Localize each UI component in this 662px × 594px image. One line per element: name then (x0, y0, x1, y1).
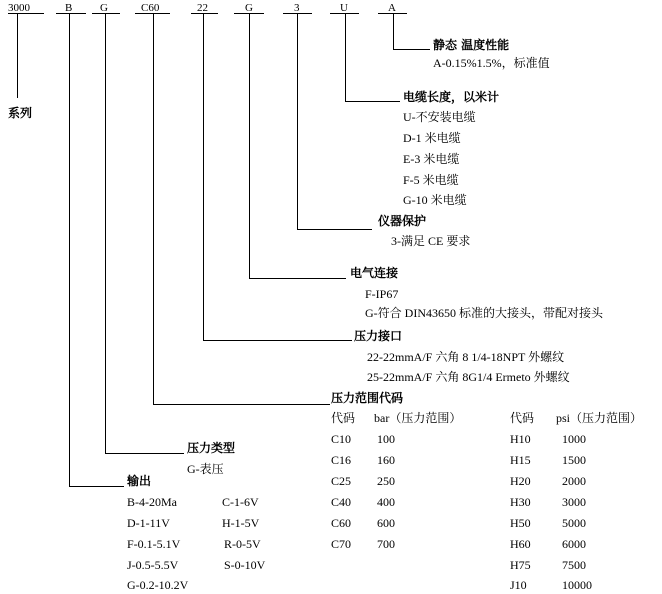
cable-line: U-不安装电缆 (403, 110, 476, 124)
cable-line: G-10 米电缆 (403, 193, 467, 207)
protection-line: 3-满足 CE 要求 (391, 234, 471, 248)
range-psi-header-value: psi（压力范围） (556, 411, 643, 425)
code-protection: 3 (294, 2, 300, 14)
range-value: 1500 (562, 453, 586, 467)
range-value: 600 (377, 516, 395, 530)
code-electrical-connection: G (245, 2, 253, 14)
electrical-title: 电气连接 (350, 266, 399, 280)
output-option: H-1-5V (222, 516, 260, 530)
range-code: H10 (510, 432, 531, 446)
range-code: H75 (510, 558, 531, 572)
electrical-line: G-符合 DIN43650 标准的大接头，带配对接头 (365, 306, 603, 320)
range-code: C10 (331, 432, 352, 446)
cable-title: 电缆长度，以米计 (403, 90, 500, 104)
cable-line: D-1 米电缆 (403, 131, 461, 145)
range-code: H15 (510, 453, 531, 467)
output-option: S-0-10V (224, 558, 266, 572)
range-code: H60 (510, 537, 531, 551)
range-value: 5000 (562, 516, 586, 530)
range-code: C70 (331, 537, 352, 551)
output-option: J-0.5-5.5V (127, 558, 179, 572)
range-title: 压力范围代码 (331, 391, 404, 405)
range-value: 160 (377, 453, 395, 467)
output-option: F-0.1-5.1V (127, 537, 181, 551)
code-series: 3000 (8, 2, 30, 14)
range-value: 10000 (562, 578, 592, 592)
output-option: B-4-20Ma (127, 495, 177, 509)
range-value: 7500 (562, 558, 586, 572)
code-pressure-type: G (100, 2, 108, 14)
range-value: 250 (377, 474, 395, 488)
output-option: G-0.2-10.2V (127, 578, 189, 592)
static-temp-line: A-0.15%1.5%，标准值 (433, 56, 550, 70)
pressure-type-line: G-表压 (187, 462, 224, 476)
range-value: 6000 (562, 537, 586, 551)
range-value: 1000 (562, 432, 586, 446)
range-value: 2000 (562, 474, 586, 488)
cable-line: E-3 米电缆 (403, 152, 460, 166)
range-code: H50 (510, 516, 531, 530)
output-title: 输出 (127, 474, 152, 488)
range-code: C25 (331, 474, 352, 488)
port-title: 压力接口 (354, 329, 403, 343)
pressure-type-title: 压力类型 (187, 441, 236, 455)
output-option: C-1-6V (222, 495, 259, 509)
range-bar-header-value: bar（压力范围） (374, 411, 462, 425)
range-code: J10 (510, 578, 527, 592)
output-option: R-0-5V (224, 537, 261, 551)
code-pressure-port: 22 (197, 2, 208, 14)
code-output: B (65, 2, 73, 14)
port-line: 25-22mmA/F 六角 8G1/4 Ermeto 外螺纹 (367, 370, 570, 384)
range-code: C16 (331, 453, 352, 467)
cable-line: F-5 米电缆 (403, 173, 459, 187)
range-code: C60 (331, 516, 352, 530)
electrical-line: F-IP67 (365, 287, 399, 301)
range-psi-header-code: 代码 (510, 411, 535, 425)
output-option: D-1-11V (127, 516, 170, 530)
port-line: 22-22mmA/F 六角 8 1/4-18NPT 外螺纹 (367, 350, 565, 364)
range-code: H20 (510, 474, 531, 488)
code-static-temp: A (388, 2, 396, 14)
series-label: 系列 (8, 106, 33, 120)
range-value: 700 (377, 537, 395, 551)
range-value: 400 (377, 495, 395, 509)
code-cable: U (340, 2, 348, 14)
range-code: C40 (331, 495, 352, 509)
range-value: 100 (377, 432, 395, 446)
range-value: 3000 (562, 495, 586, 509)
protection-title: 仪器保护 (378, 214, 427, 228)
static-temp-title: 静态 温度性能 (433, 38, 510, 52)
code-pressure-range: C60 (141, 2, 160, 14)
range-code: H30 (510, 495, 531, 509)
range-bar-header-code: 代码 (331, 411, 356, 425)
